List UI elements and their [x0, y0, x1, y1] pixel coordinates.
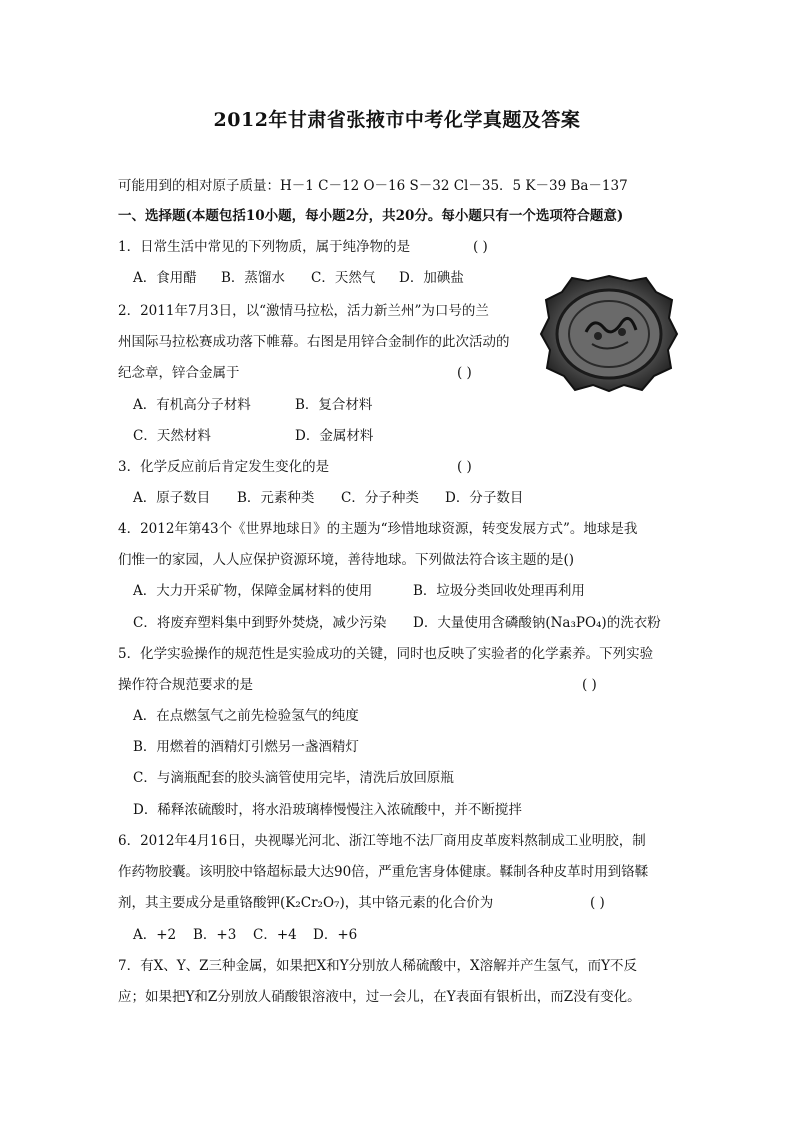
option-d: D．分子数目 — [445, 490, 524, 506]
option-b: B．复合材料 — [295, 397, 373, 413]
option-d: D．金属材料 — [295, 428, 374, 444]
question-stem-text: 纪念章，锌合金属于 — [118, 365, 240, 381]
option-a: A．+2 — [133, 927, 177, 943]
option-a: A．有机高分子材料 — [133, 397, 251, 413]
question-6-stem-line-3 — [118, 894, 605, 912]
question-6-options — [133, 926, 357, 944]
question-3-stem — [118, 458, 472, 476]
answer-blank: ( ) — [590, 895, 605, 911]
question-1-options — [133, 269, 464, 287]
question-1-stem — [118, 238, 488, 256]
question-2-stem-line-1: 2．2011年7月3日，以“激情马拉松，活力新兰州”为口号的兰 — [118, 303, 489, 319]
option-a: A．原子数目 — [133, 490, 211, 506]
option-c: C．分子种类 — [341, 490, 419, 506]
atomic-mass-info: 可能用到的相对原子质量：H－1 C－12 O－16 S－32 Cl－35．5 K－39 Ba－137 — [118, 178, 628, 194]
medal-emblem-dot — [618, 328, 626, 336]
question-2-options-row-2 — [133, 427, 373, 445]
question-7-stem-line-1: 7．有X、Y、Z三种金属，如果把X和Y分别放人稀硫酸中，X溶解并产生氢气，而Y不反 — [118, 958, 638, 974]
question-5-stem-line-1: 5．化学实验操作的规范性是实验成功的关键，同时也反映了实验者的化学素养。下列实验 — [118, 646, 654, 662]
question-2-options-row-1 — [133, 396, 372, 414]
section-heading: 一、选择题(本题包括10小题，每小题2分，共20分。每小题只有一个选项符合题意) — [118, 208, 624, 224]
answer-blank: ( ) — [457, 365, 472, 381]
question-6-stem-line-1: 6．2012年4月16日，央视曝光河北、浙江等地不法厂商用皮革废料熬制成工业明胶，制 — [118, 833, 646, 849]
question-2-stem-line-3 — [118, 364, 472, 382]
option-b: B．+3 — [193, 927, 237, 943]
question-stem-text: 剂，其主要成分是重铬酸钾(K₂Cr₂O₇)，其中铬元素的化合价为 — [118, 895, 494, 911]
question-4-options-row-1 — [133, 582, 585, 600]
question-5-option-a: A．在点燃氢气之前先检验氢气的纯度 — [133, 708, 359, 724]
question-5-stem-line-2 — [118, 676, 597, 694]
answer-blank: ( ) — [582, 677, 597, 693]
medal-inner-disc — [557, 290, 661, 378]
option-c: C．+4 — [253, 927, 297, 943]
question-5-option-b: B．用燃着的酒精灯引燃另一盏酒精灯 — [133, 739, 359, 755]
option-b: B．元素种类 — [237, 490, 315, 506]
option-b: B．垃圾分类回收处理再利用 — [413, 583, 585, 599]
question-7-stem-line-2: 应；如果把Y和Z分别放人硝酸银溶液中，过一会儿，在Y表面有银析出，而Z没有变化。 — [118, 989, 641, 1005]
question-stem-text: 3．化学反应前后肯定发生变化的是 — [118, 459, 330, 475]
page-title: 2012年甘肃省张掖市中考化学真题及答案 — [213, 109, 581, 131]
option-d: D．大量使用含磷酸钠(Na₃PO₄)的洗衣粉 — [413, 615, 661, 631]
question-6-stem-line-2: 作药物胶囊。该明胶中铬超标最大达90倍，严重危害身体健康。鞣制各种皮革时用到铬鞣 — [118, 864, 649, 880]
question-2-stem-line-2: 州国际马拉松赛成功落下帷幕。右图是用锌合金制作的此次活动的 — [118, 334, 510, 350]
medal-emblem-dot — [594, 332, 602, 340]
question-4-options-row-2 — [133, 614, 661, 632]
option-d: D．+6 — [313, 927, 358, 943]
question-stem-text: 操作符合规范要求的是 — [118, 677, 253, 693]
option-b: B．蒸馏水 — [221, 270, 285, 286]
option-c: C．将废弃塑料集中到野外焚烧，减少污染 — [133, 615, 387, 631]
medal-image — [538, 272, 680, 394]
answer-blank: ( ) — [457, 459, 472, 475]
question-4-stem-line-1: 4．2012年第43个《世界地球日》的主题为“珍惜地球资源，转变发展方式”。地球是我 — [118, 521, 638, 537]
option-a: A．大力开采矿物，保障金属材料的使用 — [133, 583, 373, 599]
answer-blank: ( ) — [473, 239, 488, 255]
option-d: D．加碘盐 — [399, 270, 464, 286]
option-c: C．天然材料 — [133, 428, 211, 444]
option-c: C．天然气 — [311, 270, 376, 286]
question-5-option-c: C．与滴瓶配套的胶头滴管使用完毕，清洗后放回原瓶 — [133, 770, 454, 786]
question-4-stem-line-2: 们惟一的家园，人人应保护资源环境，善待地球。下列做法符合该主题的是() — [118, 552, 575, 568]
question-stem-text: 1．日常生活中常见的下列物质，属于纯净物的是 — [118, 239, 411, 255]
option-a: A．食用醋 — [133, 270, 197, 286]
question-3-options — [133, 489, 523, 507]
question-5-option-d: D．稀释浓硫酸时，将水沿玻璃棒慢慢注入浓硫酸中，并不断搅拌 — [133, 802, 522, 818]
